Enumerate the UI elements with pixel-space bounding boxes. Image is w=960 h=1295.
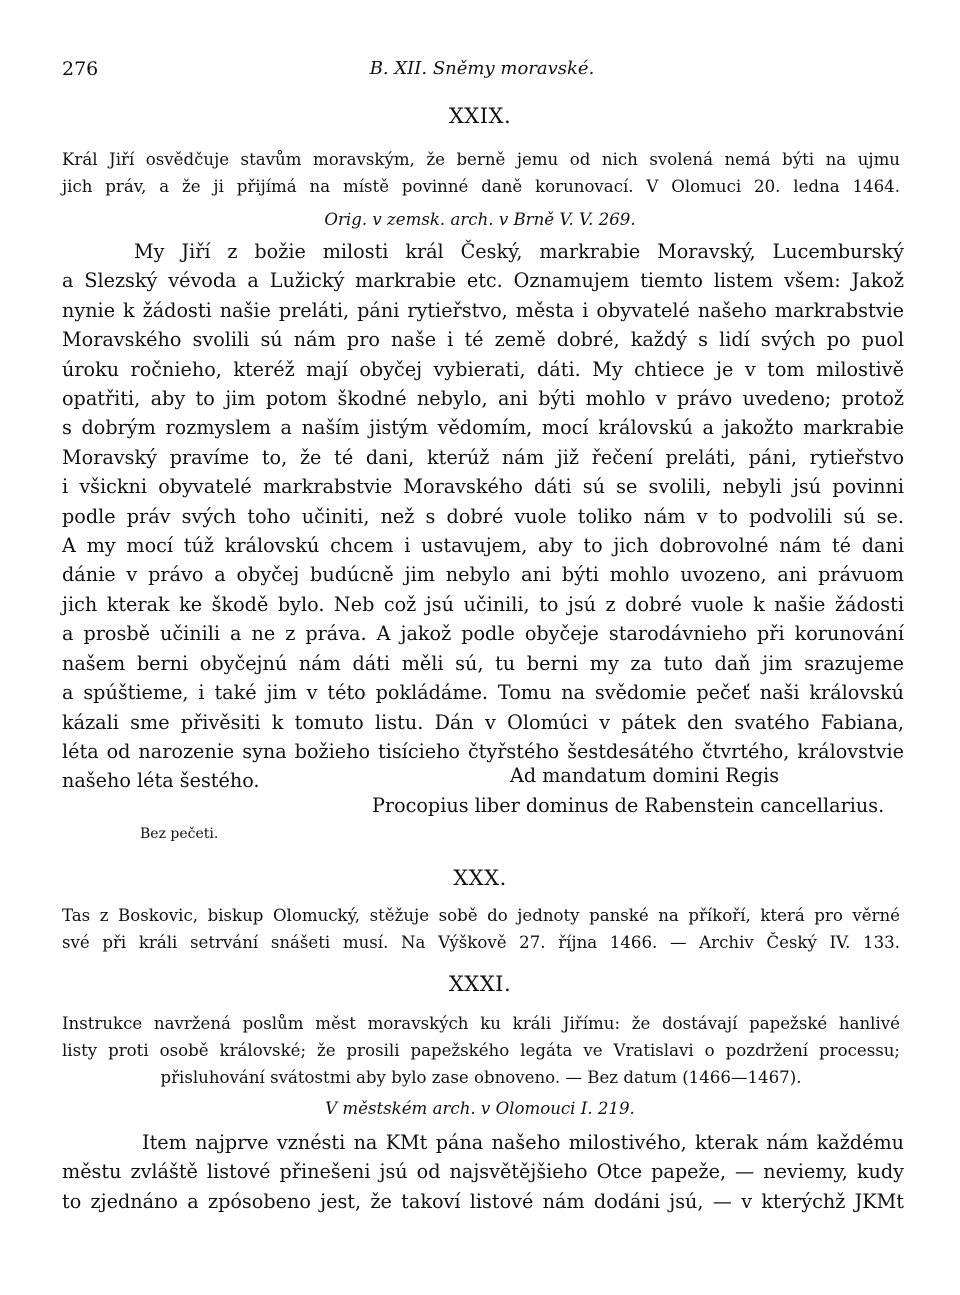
regest-xxx — [62, 902, 900, 956]
signature-mandatum: Ad mandatum domini Regis — [510, 764, 780, 787]
text-line: My Jiří z božie milosti král Český, markrabie Moravský, Lucemburský — [134, 240, 904, 263]
text-line: A my mocí túž královskú chcem i ustavujem, aby to jich dobrovolné nám té dani — [62, 534, 904, 558]
text-line: dánie v právo a obyčej budúcně jim nebylo ani býti mohlo uvozeno, ani právuom — [62, 563, 904, 587]
regest-line: listy proti osobě královské; že prosili papežského legáta ve Vratislavi o pozdržení processu; — [62, 1041, 900, 1060]
text-line: s dobrým rozmyslem a naším jistým vědomím, mocí královskú a jakožto markrabie — [62, 416, 904, 440]
regest-line: přisluhování svátostmi aby bylo zase obnoveno. — Bez datum (1466—1467). — [160, 1068, 802, 1087]
text-line: podle práv svých toho učiniti, než s dobré vuole toliko nám v to podvolili sú se. — [62, 504, 904, 528]
running-title: B. XII. Sněmy moravské. — [369, 58, 595, 79]
chancellor-signature: Procopius liber dominus de Rabenstein cancellarius. — [372, 794, 885, 817]
text-line: a prosbě učinili a ne z práva. A jakož podle obyčeje starodávnieho při korunování — [62, 622, 904, 646]
text-line: opatřiti, aby to jim potom škodné nebylo, ani býti mohlo v právo uvedeno; protož — [62, 387, 904, 411]
regest-line: Tas z Boskovic, biskup Olomucký, stěžuje sobě do jednoty panské na příkoří, která pro věrné — [62, 906, 900, 925]
text-line: jich kterak ke škodě bylo. Neb což jsú učinili, to jsú z dobré vuole k našie žádosti — [62, 592, 904, 616]
regest-line: jich práv, a že ji přijímá na místě povinné daně korunovací. V Olomuci 20. ledna 1464. — [62, 177, 900, 196]
text-line: městu zvláště listové přinešeni jsú od najsvětějšieho Otce papeže, — neviemy, kudy — [62, 1160, 904, 1184]
text-line: i všickni obyvatelé markrabstvie Moravského dáti sú se svolili, nebyli jsú povinni — [62, 475, 904, 499]
text-xxxi — [62, 1128, 904, 1216]
text-line: našem berni obyčejnú nám dáti měli sú, tu berni my za tuto daň jim srazujeme — [62, 651, 904, 675]
text-line: a Slezský vévoda a Lužický markrabie etc. Oznamujem tiemto listem všem: Jakož — [62, 269, 904, 293]
text-line: Item najprve vznésti na KMt pána našeho milostivého, kterak nám každému — [142, 1131, 904, 1154]
text-line: nynie k žádosti našie preláti, páni rytieřstvo, města i obyvatelé našeho markrabstvie — [62, 298, 904, 322]
page-number: 276 — [62, 58, 99, 80]
section-heading-xxix: XXIX. — [448, 104, 512, 128]
text-line: našeho léta šestého. — [62, 769, 260, 793]
section-heading-xxx: XXX. — [453, 866, 507, 890]
text-xxix — [62, 237, 904, 796]
running-head — [62, 58, 902, 84]
regest-xxix — [62, 146, 900, 200]
text-line: to zjednáno a zpósobeno jest, že takoví listové nám dodáni jsú, — v kterýchž JKMt — [62, 1189, 904, 1213]
section-heading-xxxi: XXXI. — [448, 972, 512, 996]
source-xxxi: V městském arch. v Olomouci I. 219. — [325, 1099, 635, 1118]
seal-note: Bez pečeti. — [140, 826, 219, 842]
regest-line: Král Jiří osvědčuje stavům moravským, že berně jemu od nich svolená nemá býti na ujmu — [62, 150, 900, 169]
regest-xxxi — [62, 1010, 900, 1091]
text-line: léta od narozenie syna božieho tisícieho čtyřstého šestdesátého čtvrtého, královstvie — [62, 739, 904, 763]
text-line: kázali sme přivěsiti k tomuto listu. Dán v Olomúci v pátek den svatého Fabiana, — [62, 710, 904, 734]
text-line: úroku ročnieho, kteréž mají obyčej vybierati, dáti. My chtiece je v tom milostivě — [62, 357, 904, 381]
source-xxix: Orig. v zemsk. arch. v Brně V. V. 269. — [324, 210, 636, 229]
text-line: a spúštieme, i také jim v této pokládáme. Tomu na svědomie pečeť naši královskú — [62, 681, 904, 705]
regest-line: své při králi setrvání snášeti musí. Na Výškově 27. října 1466. — Archiv Český IV. 133. — [62, 933, 900, 952]
text-line: Moravského svolili sú nám pro naše i té země dobré, každý s lidí svých po puol — [62, 328, 904, 352]
text-line: Moravský pravíme to, že té dani, kterúž nám již řečení preláti, páni, rytieřstvo — [62, 445, 904, 469]
regest-line: Instrukce navržená poslům měst moravských ku králi Jiřímu: že dostávají papežské hanlivé — [62, 1014, 900, 1033]
